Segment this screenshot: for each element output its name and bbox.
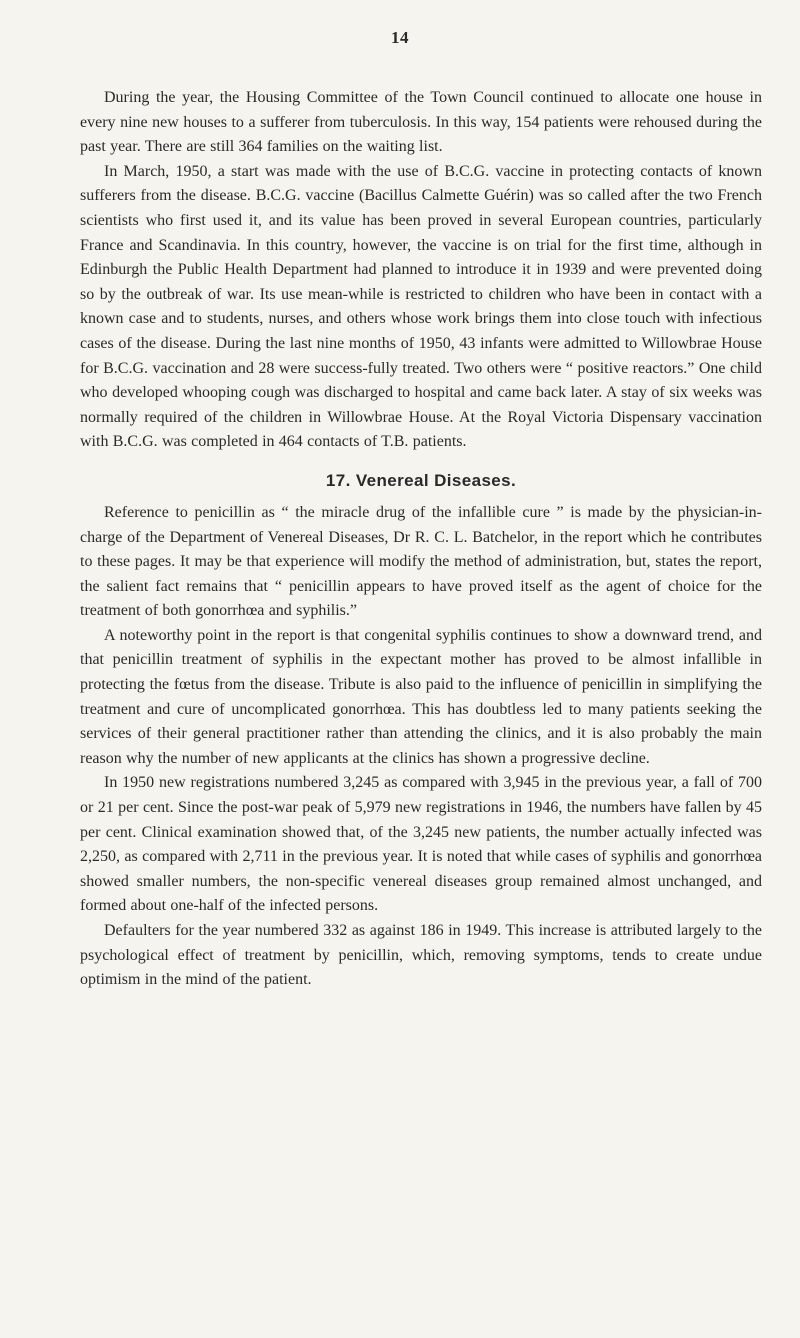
section-heading-venereal-diseases: 17. Venereal Diseases.	[325, 470, 517, 490]
paragraph-penicillin-reference: Reference to penicillin as “ the miracle drug of the infallible cure ” is made by the physician-in-charge of the Department of Venereal Diseases, Dr R. C. L. Batchelor, in the report which he contributes to these pages. It may be that experience will modify the method of administration, but, states the report, the salient fact remains that “ penicillin appears to have proved itself as the agent of choice for the treatment of both gonorrhœa and syphilis.”	[80, 503, 762, 620]
paragraph-housing: During the year, the Housing Committee of the Town Council continued to allocate one house in every nine new houses to a sufferer from tuberculosis. In this way, 154 patients were rehoused during the past year. There are still 364 families on the waiting list.	[80, 89, 762, 156]
paragraph-congenital-syphilis: A noteworthy point in the report is that congenital syphilis continues to show a downward trend, and that penicillin treatment of syphilis in the expectant mother has proved to be almost infallible in protecting the fœtus from the disease. Tribute is also paid to the influence of penicillin in simplifying the treatment and cure of uncomplicated gonorrhœa. This has doubtless led to many patients seeking the services of their general practitioner rather than attending the clinics, and it is also probably the main reason why the number of new applicants at the clinics has shown a progressive decline.	[80, 626, 762, 767]
paragraph-registrations: In 1950 new registrations numbered 3,245 as compared with 3,945 in the previous year, a fall of 700 or 21 per cent. Since the post-war peak of 5,979 new registrations in 1946, the numbers have fallen by 45 per cent. Clinical examination showed that, of the 3,245 new patients, the number actually infected was 2,250, as compared with 2,711 in the previous year. It is noted that while cases of syphilis and gonorrhœa showed smaller numbers, the non-specific venereal diseases group remained almost unchanged, and formed about one-half of the infected persons.	[80, 774, 762, 915]
paragraph-bcg-vaccine: In March, 1950, a start was made with the use of B.C.G. vaccine in protecting contacts of known sufferers from the disease. B.C.G. vaccine (Bacillus Calmette Guérin) was so called after the two French scientists who first used it, and its value has been proved in several European countries, particularly France and Scandinavia. In this country, however, the vaccine is on trial for the first time, although in Edinburgh the Public Health Department had planned to introduce it in 1939 and were prevented doing so by the outbreak of war. Its use mean-while is restricted to children who have been in contact with a known case and to students, nurses, and others whose work brings them into close touch with infectious cases of the disease. During the last nine months of 1950, 43 infants were admitted to Willowbrae House for B.C.G. vaccination and 28 were success-fully treated. Two others were “ positive reactors.” One child who developed whooping cough was discharged to hospital and came back later. A stay of six weeks was normally required of the children in Willowbrae House. At the Royal Victoria Dispensary vaccination with B.C.G. was completed in 464 contacts of T.B. patients.	[80, 162, 762, 451]
page-number: 14	[391, 28, 409, 47]
page-body	[80, 86, 762, 993]
paragraph-defaulters: Defaulters for the year numbered 332 as against 186 in 1949. This increase is attributed largely to the psychological effect of treatment by penicillin, which, removing symptoms, tends to create undue optimism in the mind of the patient.	[80, 922, 762, 989]
